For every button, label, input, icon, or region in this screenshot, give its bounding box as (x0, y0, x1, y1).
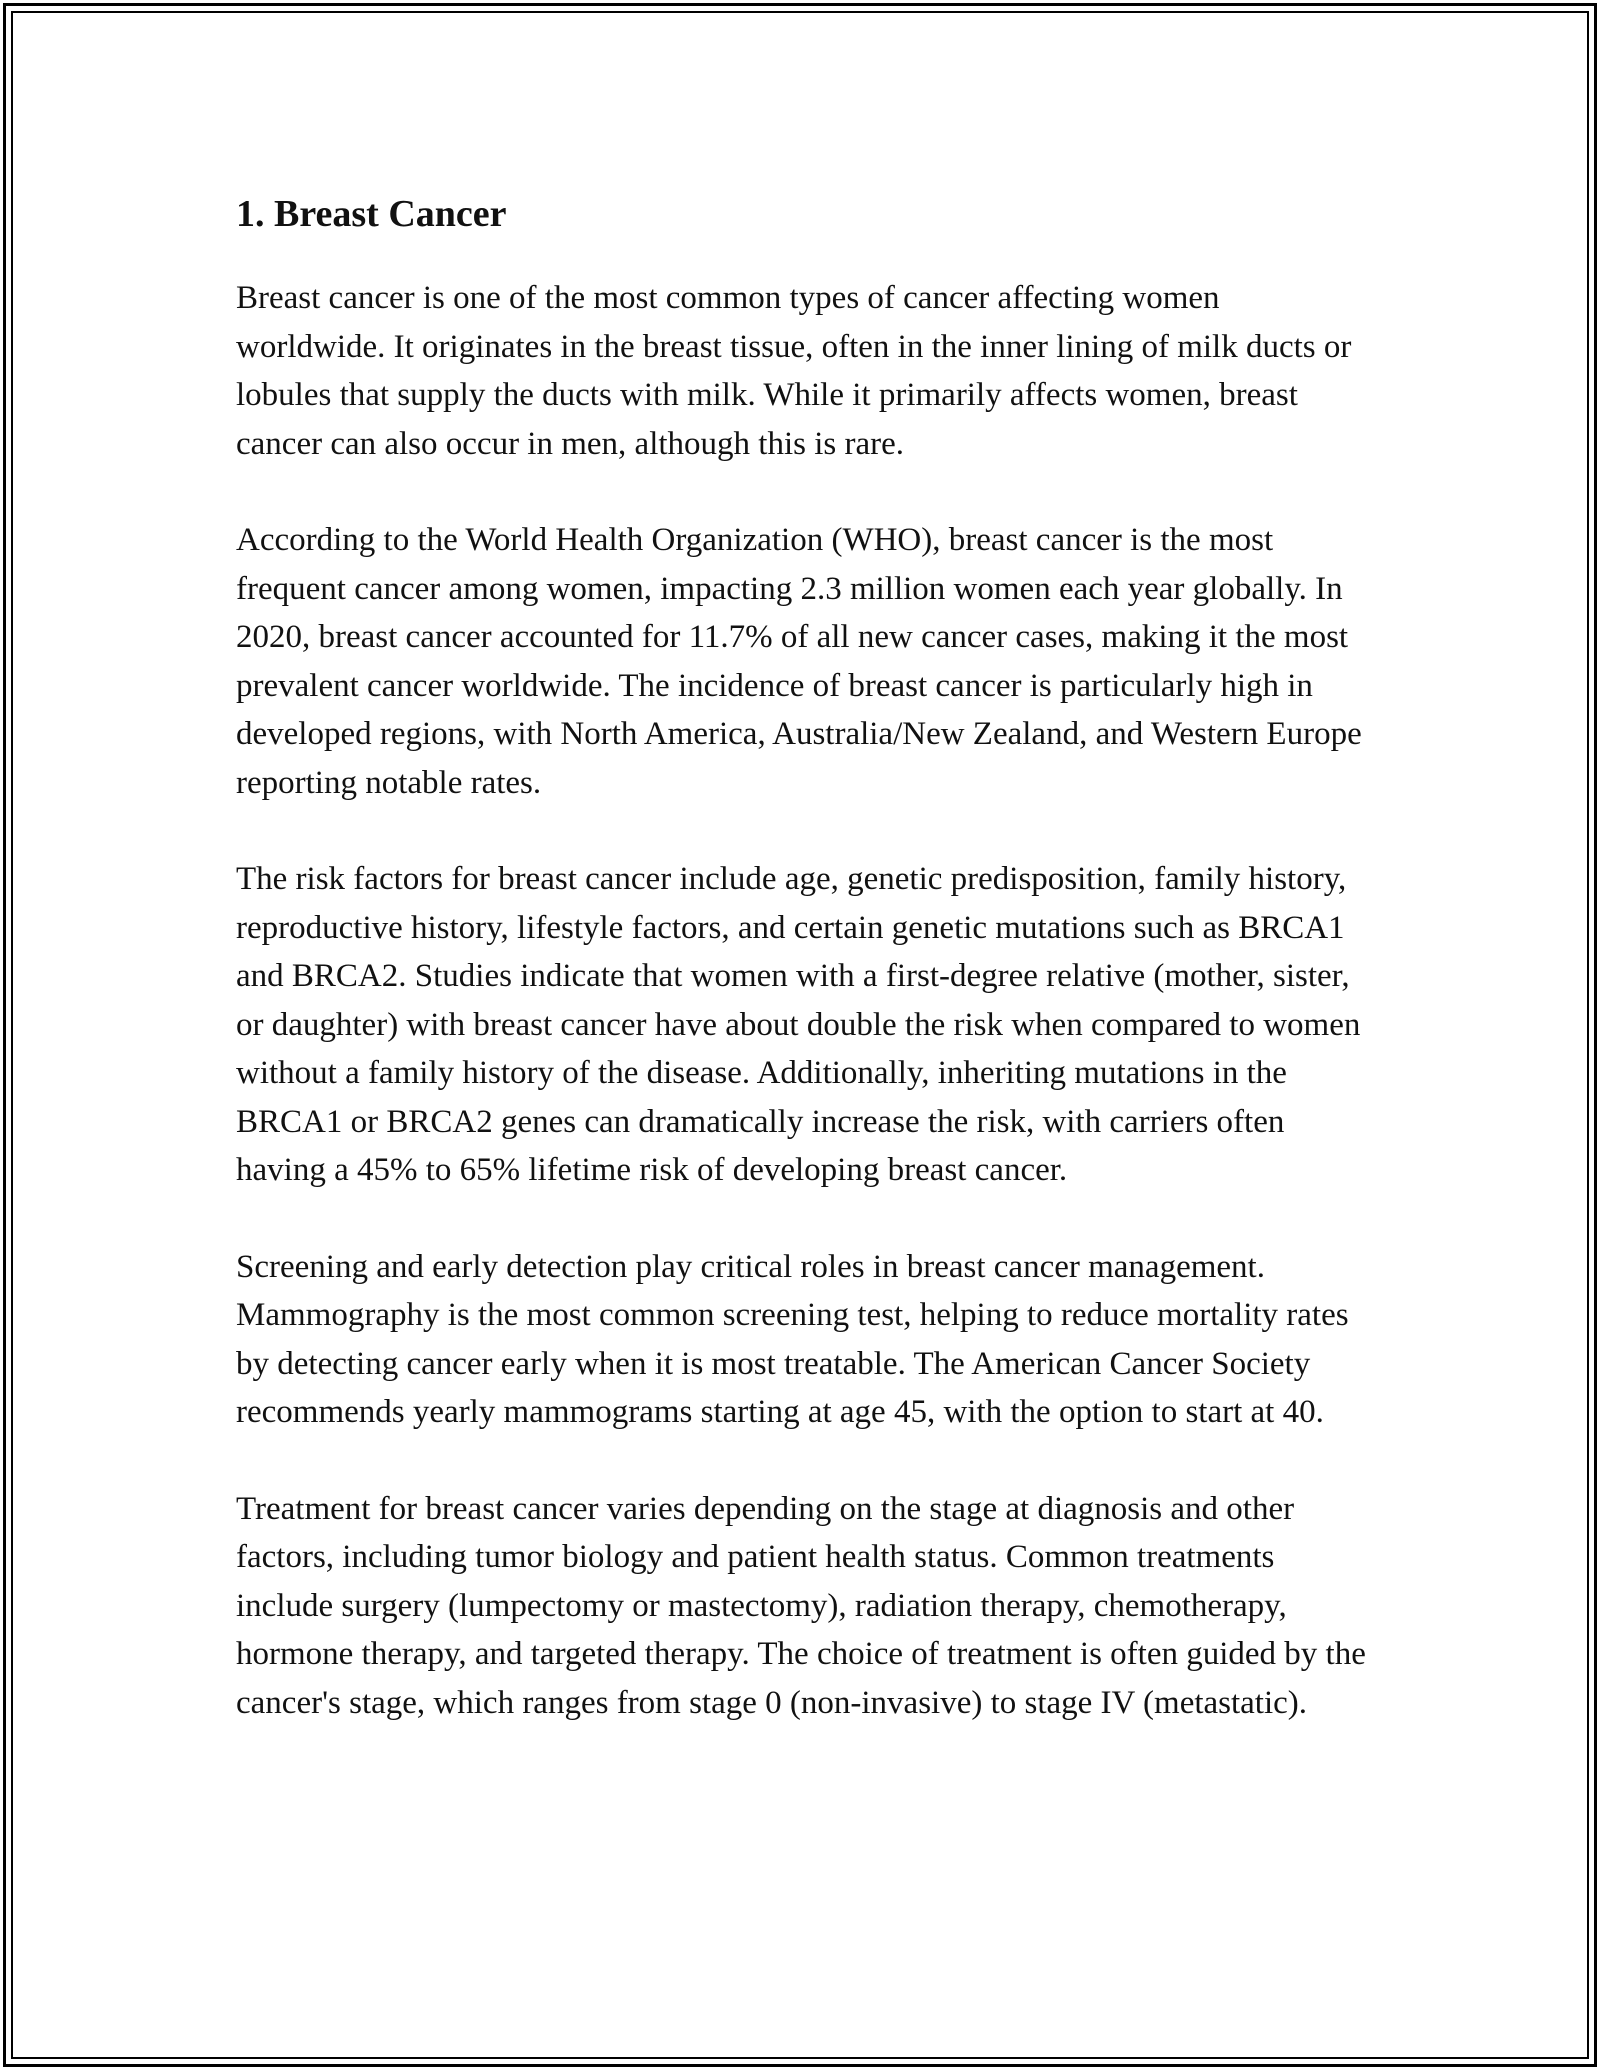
paragraph-treatment: Treatment for breast cancer varies depending on the stage at diagnosis and other factors, including tumor biology and patient health status. Common treatments include surgery (lumpectomy or mastectomy), radiation therapy, chemotherapy, hormone therapy, and targeted therapy. The choice of treatment is often guided by the cancer's stage, which ranges from stage 0 (non-invasive) to stage IV (metastatic). (236, 1490, 1366, 1721)
paragraph-introduction: Breast cancer is one of the most common types of cancer affecting women worldwide. It originates in the breast tissue, often in the inner lining of milk ducts or lobules that supply the ducts with milk. While it primarily affects women, breast cancer can also occur in men, although this is rare. (236, 280, 1352, 462)
paragraph-screening: Screening and early detection play critical roles in breast cancer management. Mammography is the most common screening test, helping to reduce mortality rates by detecting cancer early when it is most treatable. The American Cancer Society recommends yearly mammograms starting at age 45, with the option to start at 40. (236, 1248, 1349, 1430)
paragraph-statistics: According to the World Health Organization (WHO), breast cancer is the most frequent cancer among women, impacting 2.3 million women each year globally. In 2020, breast cancer accounted for 11.7% of all new cancer cases, making it the most prevalent cancer worldwide. The incidence of breast cancer is particularly high in developed regions, with North America, Australia/New Zealand, and Western Europe reporting notable rates. (236, 522, 1362, 801)
document-body (236, 188, 1366, 1727)
section-title: 1. Breast Cancer (236, 193, 507, 235)
paragraph-risk-factors: The risk factors for breast cancer include age, genetic predisposition, family history, reproductive history, lifestyle factors, and certain genetic mutations such as BRCA1 and BRCA2. Studies indicate that women with a first-degree relative (mother, sister, or daughter) with breast cancer have about double the risk when compared to women without a family history of the disease. Additionally, inheriting mutations in the BRCA1 or BRCA2 genes can dramatically increase the risk, with carriers often having a 45% to 65% lifetime risk of developing breast cancer. (236, 861, 1361, 1188)
